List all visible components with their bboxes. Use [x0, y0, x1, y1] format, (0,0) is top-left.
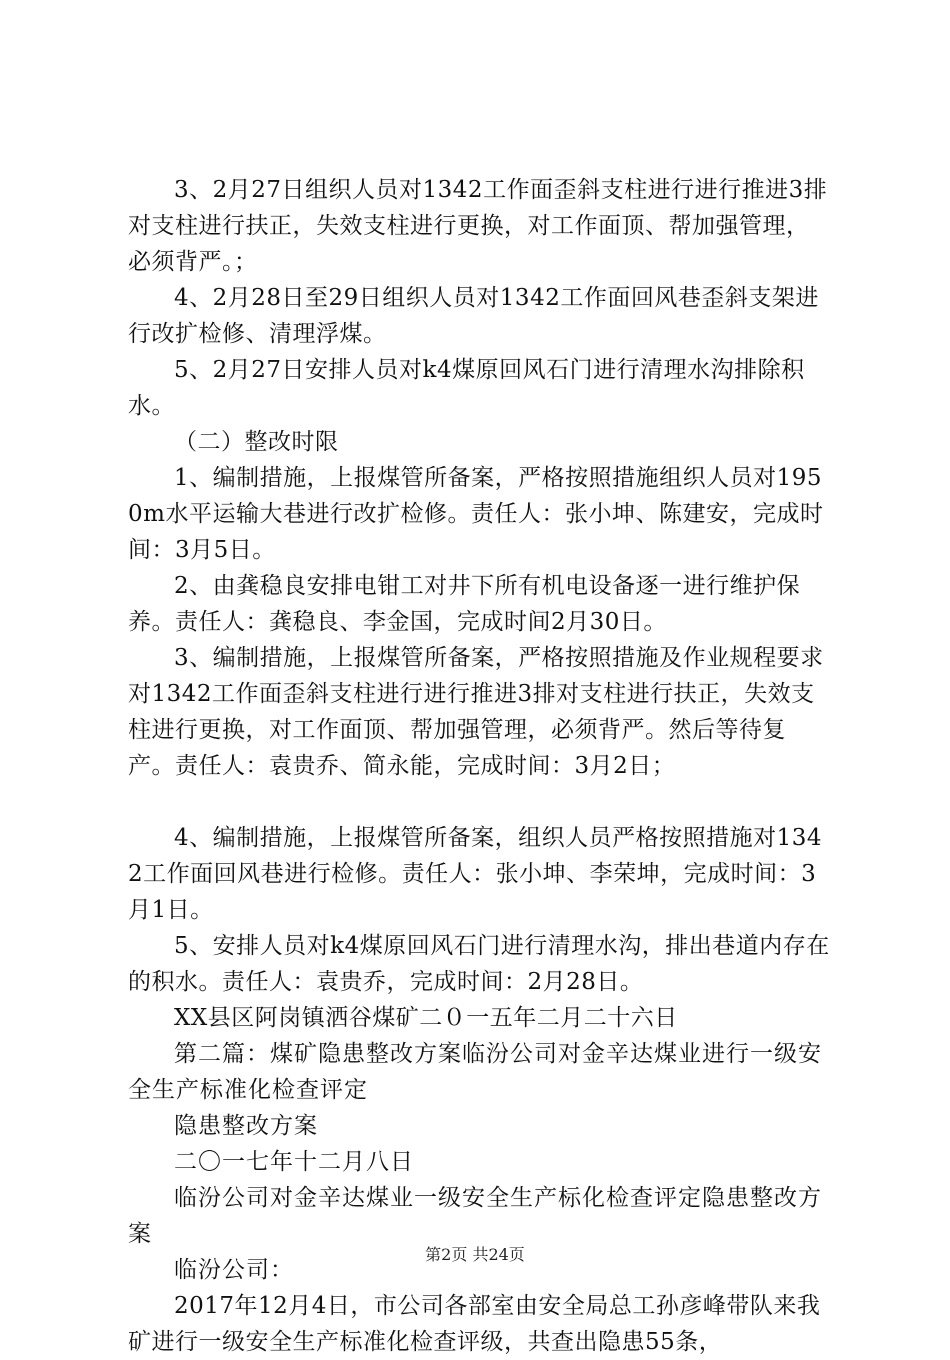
paragraph-deadline-2: 2、由龚稳良安排电钳工对井下所有机电设备逐一进行维护保养。责任人：龚稳良、李金国，完成时间2月30日。: [128, 573, 801, 635]
part-two-heading: 第二篇：煤矿隐患整改方案临汾公司对金辛达煤业进行一级安全生产标准化检查评定: [128, 1041, 822, 1103]
paragraph-deadline-1: 1、编制措施，上报煤管所备案，严格按照措施组织人员对1950m水平运输大巷进行改扩检修。责任人：张小坤、陈建安，完成时间：3月5日。: [128, 465, 824, 563]
paragraph-measure-4: 4、2月28日至29日组织人员对1342工作面回风巷歪斜支架进行改扩检修、清理浮煤。: [128, 285, 819, 347]
paragraph-measure-5: 5、2月27日安排人员对k4煤原回风石门进行清理水沟排除积水。: [128, 357, 805, 419]
paragraph-inspection-summary: 2017年12月4日，市公司各部室由安全局总工孙彦峰带队来我矿进行一级安全生产标准化检查评级，共查出隐患55条，: [128, 1293, 821, 1355]
plan-date: 二〇一七年十二月八日: [174, 1149, 414, 1175]
document-body: [128, 172, 830, 1360]
blank-line: [128, 784, 830, 820]
signature-line: XX县区阿岗镇洒谷煤矿二０一五年二月二十六日: [174, 1005, 678, 1031]
paragraph-deadline-3: 3、编制措施，上报煤管所备案，严格按照措施及作业规程要求对1342工作面歪斜支柱进行进行推进3排对支柱进行扶正，失效支柱进行更换，对工作面顶、帮加强管理，必须背严。然后等待复产。责任人：袁贵乔、简永能，完成时间：3月2日；: [128, 645, 824, 779]
plan-full-title: 临汾公司对金辛达煤业一级安全生产标化检查评定隐患整改方案: [128, 1185, 822, 1247]
section-heading-deadline: （二）整改时限: [174, 429, 339, 455]
paragraph-deadline-4: 4、编制措施，上报煤管所备案，组织人员严格按照措施对1342工作面回风巷进行检修。责任人：张小坤、李荣坤，完成时间：3月1日。: [128, 825, 823, 923]
page-footer: 第2页 共24页: [425, 1245, 525, 1264]
paragraph-deadline-5: 5、安排人员对k4煤原回风石门进行清理水沟，排出巷道内存在的积水。责任人：袁贵乔，完成时间：2月28日。: [128, 933, 830, 995]
plan-title: 隐患整改方案: [174, 1113, 318, 1139]
salutation: 临汾公司：: [174, 1257, 294, 1283]
paragraph-measure-3: 3、2月27日组织人员对1342工作面歪斜支柱进行进行推进3排对支柱进行扶正，失效支柱进行更换，对工作面顶、帮加强管理，必须背严。；: [128, 177, 828, 275]
